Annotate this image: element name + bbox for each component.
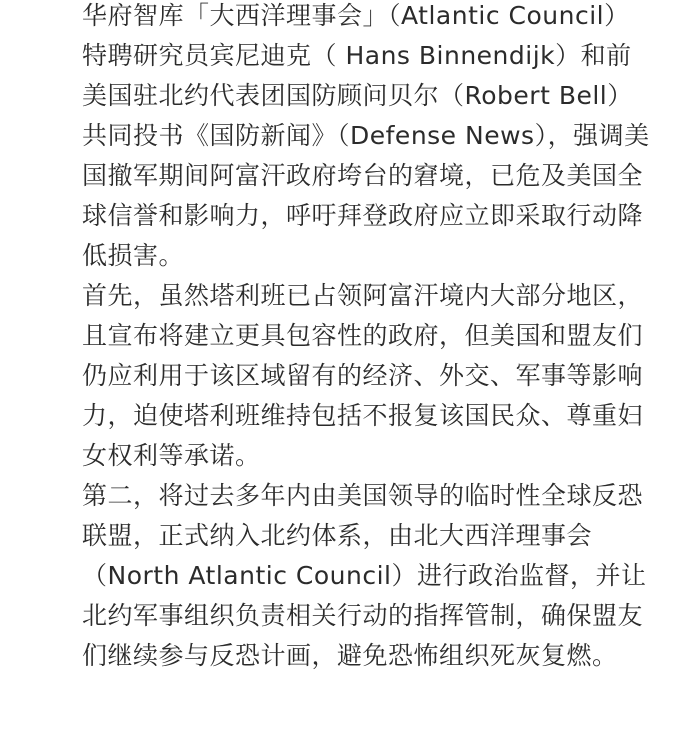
article-body	[82, 0, 650, 676]
paragraph-intro: 华府智库「大西洋理事会」（Atlantic Council）特聘研究员宾尼迪克（ Hans Binnendijk）和前美国驻北约代表团国防顾问贝尔（Robert Bell）共同投书《国防新闻》（Defense News），强调美国撤军期间阿富汗政府垮台的窘境，已危及美国全球信誉和影响力，呼吁拜登政府应立即采取行动降低损害。	[82, 1, 650, 270]
paragraph-second-point: 第二，将过去多年内由美国领导的临时性全球反恐联盟，正式纳入北约体系，由北大西洋理事会（North Atlantic Council）进行政治监督，并让北约军事组织负责相关行动的指挥管制，确保盟友们继续参与反恐计画，避免恐怖组织死灰复燃。	[82, 481, 647, 670]
paragraph-first-point: 首先，虽然塔利班已占领阿富汗境内大部分地区，且宣布将建立更具包容性的政府，但美国和盟友们仍应利用于该区域留有的经济、外交、军事等影响力，迫使塔利班维持包括不报复该国民众、尊重妇女权利等承诺。	[82, 281, 644, 470]
